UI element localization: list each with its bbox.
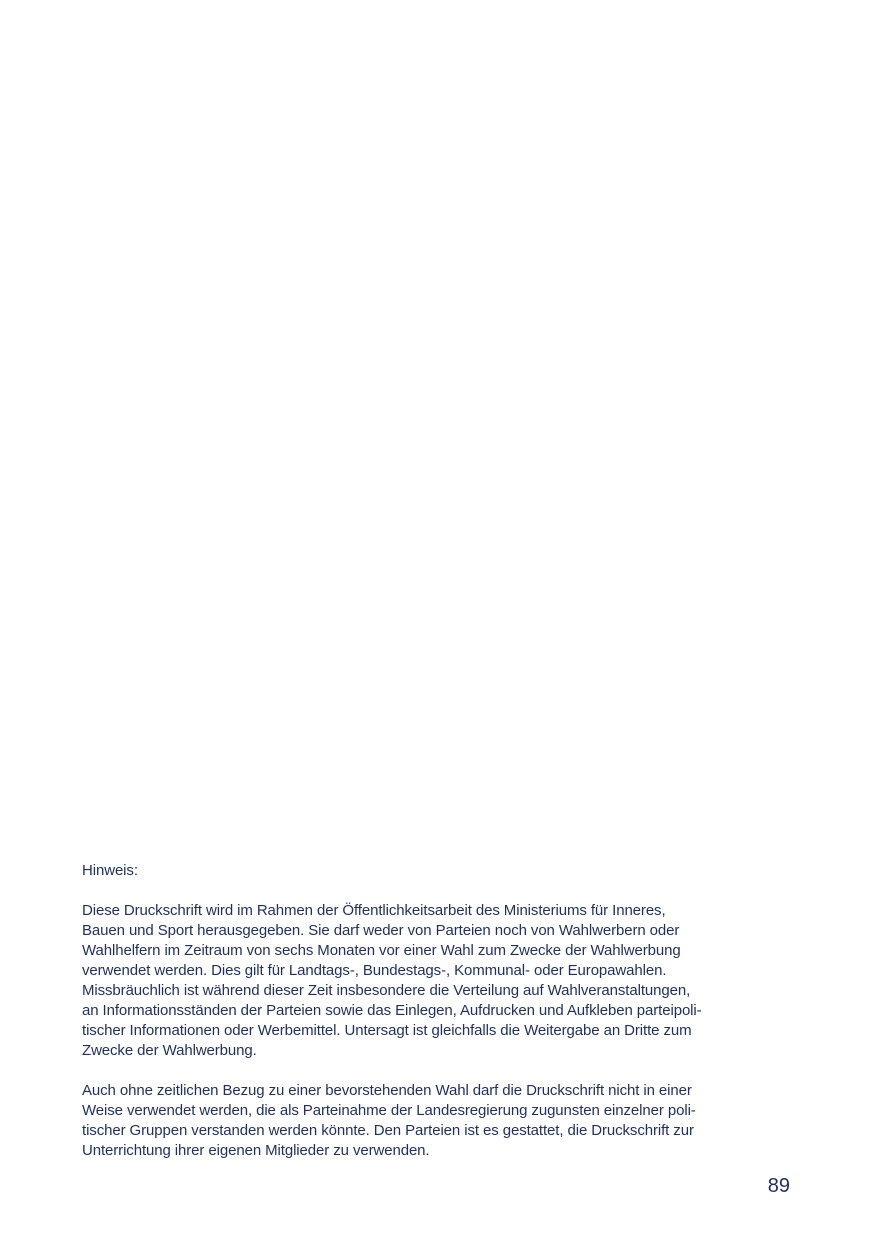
text-line: Unterrichtung ihrer eigenen Mitglieder zu verwenden. <box>82 1142 430 1159</box>
text-line: Wahlhelfern im Zeitraum von sechs Monaten vor einer Wahl zum Zwecke der Wahlwerbung <box>82 942 681 959</box>
page-number: 89 <box>767 1175 790 1197</box>
text-line: Auch ohne zeitlichen Bezug zu einer bevorstehenden Wahl darf die Druckschrift nicht in einer <box>82 1082 692 1099</box>
text-line: tischer Informationen oder Werbemittel. Untersagt ist gleichfalls die Weitergabe an Dritte zum <box>82 1022 692 1039</box>
text-line: Weise verwendet werden, die als Parteinahme der Landesregierung zugunsten einzelner poli- <box>82 1102 696 1119</box>
text-line: Bauen und Sport herausgegeben. Sie darf weder von Parteien noch von Wahlwerbern oder <box>82 922 680 939</box>
text-line: tischer Gruppen verstanden werden könnte. Den Parteien ist es gestattet, die Druckschrift zur <box>82 1122 694 1139</box>
text-line: Diese Druckschrift wird im Rahmen der Öffentlichkeitsarbeit des Ministeriums für Inneres, <box>82 902 666 919</box>
notice-label: Hinweis: <box>82 862 138 879</box>
text-line: verwendet werden. Dies gilt für Landtags-, Bundestags-, Kommunal- oder Europawahlen. <box>82 962 667 979</box>
notice-block <box>82 861 794 1161</box>
text-line: Zwecke der Wahlwerbung. <box>82 1042 257 1059</box>
text-line: Missbräuchlich ist während dieser Zeit insbesondere die Verteilung auf Wahlveranstaltungen, <box>82 982 691 999</box>
notice-paragraph-2 <box>82 1081 794 1161</box>
notice-paragraph-1 <box>82 901 794 1061</box>
text-line: an Informationsständen der Parteien sowie das Einlegen, Aufdrucken und Aufkleben parteipoli- <box>82 1002 702 1019</box>
